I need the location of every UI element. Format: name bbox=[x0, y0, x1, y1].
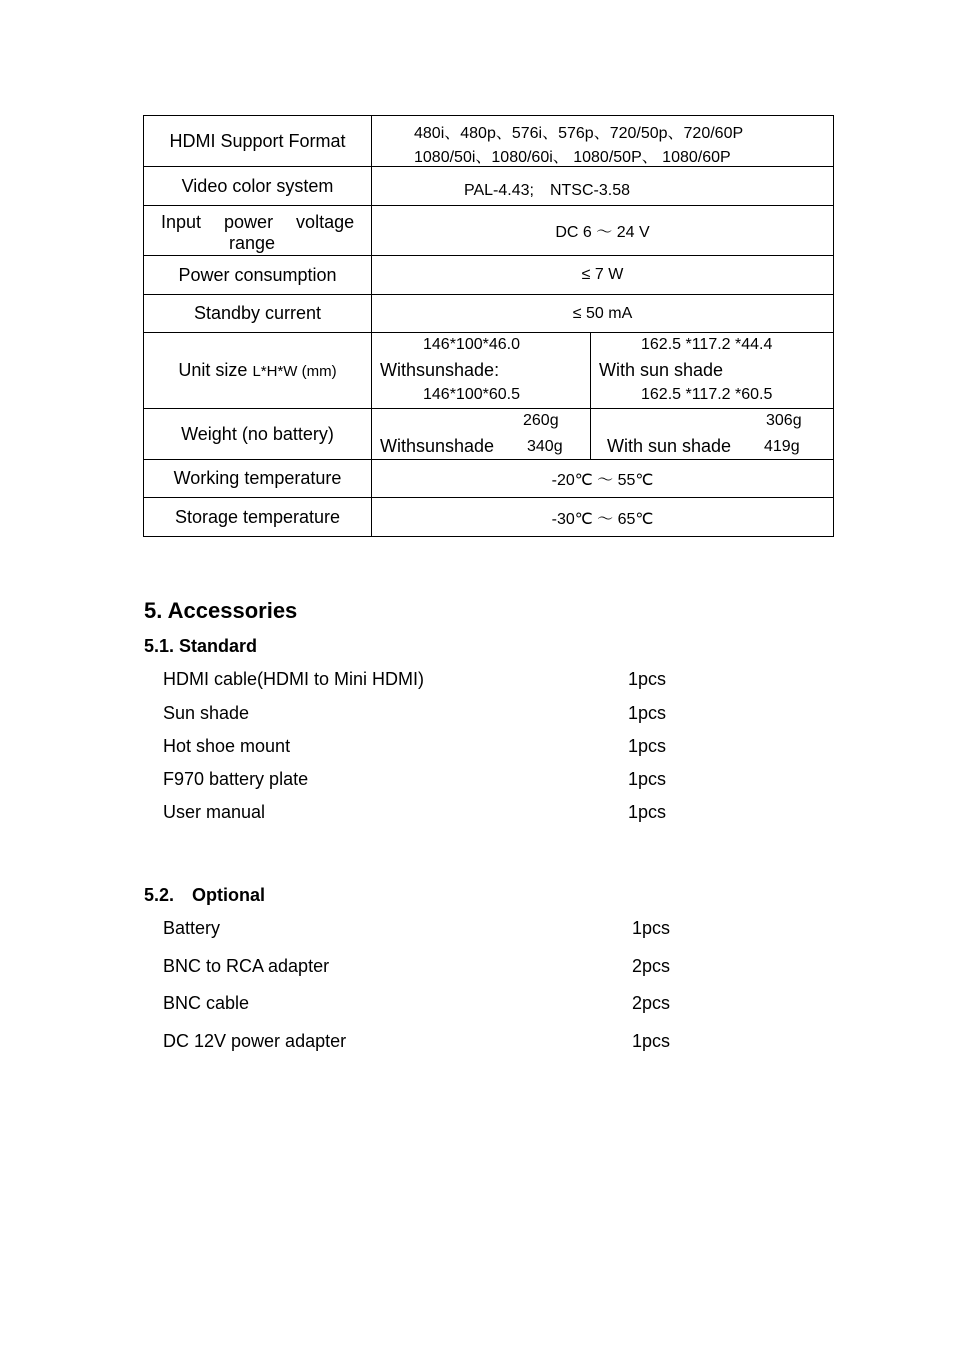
weight-a-top: 260g bbox=[523, 412, 559, 429]
table-row bbox=[144, 116, 834, 167]
storage-temp-label: Storage temperature bbox=[144, 498, 372, 537]
list-item-qty: 2pcs bbox=[632, 993, 671, 1013]
list-item-qty: 1pcs bbox=[632, 918, 671, 938]
list-item: User manual bbox=[163, 802, 266, 822]
hdmi-format-value bbox=[372, 116, 834, 167]
hdmi-format-label: HDMI Support Format bbox=[144, 116, 372, 167]
power-label: Power consumption bbox=[144, 256, 372, 295]
list-item: HDMI cable(HDMI to Mini HDMI) bbox=[163, 669, 425, 689]
list-item: Sun shade bbox=[163, 703, 250, 723]
weight-col-b bbox=[591, 409, 834, 460]
list-item: Battery bbox=[163, 918, 221, 938]
hdmi-format-line1: 480i、480p、576i、576p、720/50p、720/60P bbox=[414, 125, 744, 142]
table-row bbox=[144, 409, 834, 460]
weight-label: Weight (no battery) bbox=[144, 409, 372, 460]
unit-size-a-top: 146*100*46.0 bbox=[423, 336, 520, 353]
list-item-qty: 1pcs bbox=[628, 736, 667, 756]
unit-size-col-a bbox=[372, 333, 591, 409]
list-item-qty: 1pcs bbox=[628, 669, 667, 689]
unit-size-b-top: 162.5 *117.2 *44.4 bbox=[641, 336, 773, 353]
list-item-qty: 1pcs bbox=[628, 703, 667, 723]
list-item: BNC to RCA adapter bbox=[163, 956, 330, 976]
unit-size-a-mid: Withsunshade: bbox=[380, 360, 500, 380]
weight-b-val: 419g bbox=[764, 438, 800, 455]
power-value: ≤ 7 W bbox=[372, 256, 834, 295]
table-row bbox=[144, 206, 834, 256]
input-voltage-label-line2: range bbox=[229, 233, 276, 253]
table-row bbox=[144, 167, 834, 206]
weight-b-top: 306g bbox=[766, 412, 802, 429]
weight-a-val: 340g bbox=[527, 438, 563, 455]
weight-col-a bbox=[372, 409, 591, 460]
weight-b-text: With sun shade bbox=[607, 436, 732, 456]
list-item: F970 battery plate bbox=[163, 769, 309, 789]
unit-size-col-b bbox=[591, 333, 834, 409]
list-item-qty: 1pcs bbox=[628, 769, 667, 789]
table-row bbox=[144, 460, 834, 498]
video-color-cell bbox=[372, 167, 834, 206]
hdmi-format-line2: 1080/50i、1080/60i、 1080/50P、 1080/60P bbox=[414, 149, 731, 166]
spec-table bbox=[143, 115, 834, 537]
standby-value: ≤ 50 mA bbox=[372, 295, 834, 333]
list-item: BNC cable bbox=[163, 993, 250, 1013]
list-item: DC 12V power adapter bbox=[163, 1031, 347, 1051]
storage-temp-value: -30℃ ～ 65℃ bbox=[372, 498, 834, 537]
list-item-qty: 2pcs bbox=[632, 956, 671, 976]
input-voltage-label-line1: Input power voltage bbox=[161, 212, 355, 232]
working-temp-label: Working temperature bbox=[144, 460, 372, 498]
input-voltage-label bbox=[144, 206, 372, 256]
table-row bbox=[144, 256, 834, 295]
list-item: Hot shoe mount bbox=[163, 736, 291, 756]
unit-size-a-bot: 146*100*60.5 bbox=[423, 386, 520, 403]
unit-size-b-bot: 162.5 *117.2 *60.5 bbox=[641, 386, 773, 403]
table-row bbox=[144, 498, 834, 537]
accessories-heading: 5. Accessories bbox=[144, 598, 298, 623]
list-item-qty: 1pcs bbox=[632, 1031, 671, 1051]
input-voltage-value: DC 6 ～ 24 V bbox=[372, 206, 834, 256]
weight-a-text: Withsunshade bbox=[380, 436, 495, 456]
working-temp-value: -20℃ ～ 55℃ bbox=[372, 460, 834, 498]
standard-heading: 5.1. Standard bbox=[144, 636, 258, 656]
unit-size-b-mid: With sun shade bbox=[599, 360, 724, 380]
table-row bbox=[144, 333, 834, 409]
unit-size-label-units: L*H*W (mm) bbox=[252, 363, 337, 380]
unit-size-label-main: Unit size bbox=[178, 360, 248, 380]
table-row bbox=[144, 295, 834, 333]
standby-label: Standby current bbox=[144, 295, 372, 333]
unit-size-label bbox=[144, 333, 372, 409]
list-item-qty: 1pcs bbox=[628, 802, 667, 822]
video-color-value: PAL-4.43; NTSC-3.58 bbox=[464, 182, 630, 199]
video-color-label: Video color system bbox=[144, 167, 372, 206]
optional-heading: 5.2. Optional bbox=[144, 885, 266, 905]
